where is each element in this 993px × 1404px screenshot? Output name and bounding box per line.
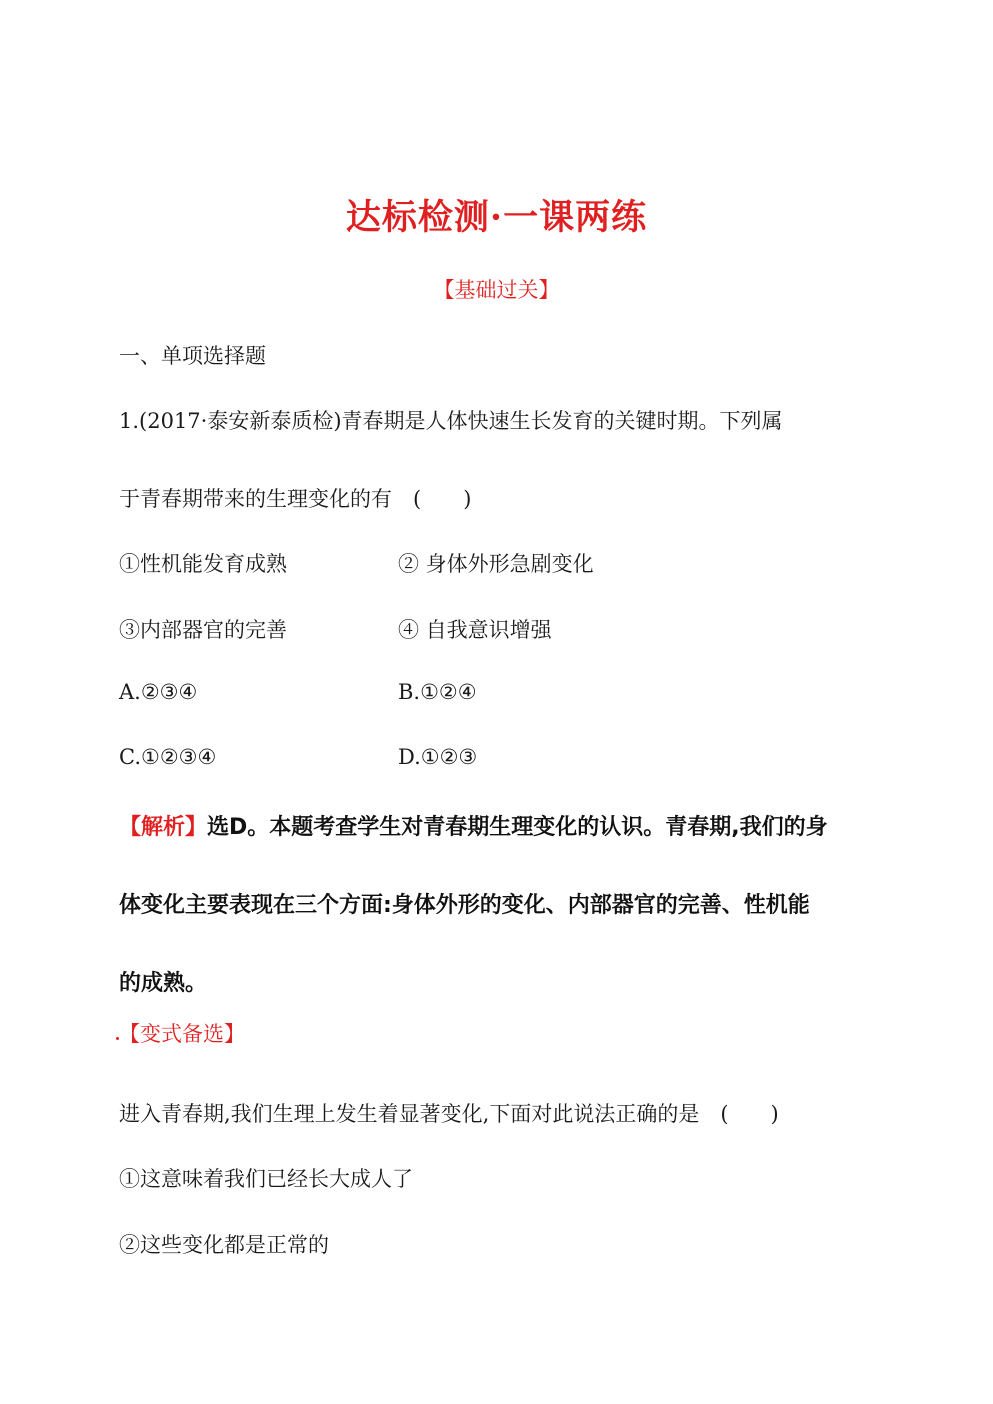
question1-item-4: ④ 自我意识增强: [398, 618, 552, 642]
question1-line2: 于青春期带来的生理变化的有 ( ): [119, 487, 472, 511]
variant-item-2: ②这些变化都是正常的: [119, 1233, 329, 1257]
analysis-line3: 的成熟。: [119, 971, 208, 996]
analysis-label: 【解析】: [119, 815, 208, 840]
variant-label: 【变式备选】: [119, 1022, 245, 1046]
variant-item-1: ①这意味着我们已经长大成人了: [119, 1167, 413, 1191]
question1-line1: 1.(2017·泰安新泰质检)青春期是人体快速生长发育的关键时期。下列属: [119, 409, 783, 433]
analysis-line1: [119, 810, 828, 841]
page-title: 达标检测·一课两练: [345, 197, 648, 238]
analysis-text-1: 选D。本题考查学生对青春期生理变化的认识。青春期,我们的身: [207, 815, 828, 840]
variant-question-stem: 进入青春期,我们生理上发生着显著变化,下面对此说法正确的是 ( ): [119, 1102, 779, 1126]
option-a: A.②③④: [119, 680, 198, 704]
option-c: C.①②③④: [119, 745, 217, 769]
section-basic-label: 【基础过关】: [433, 278, 560, 302]
analysis-line2: 体变化主要表现在三个方面:身体外形的变化、内部器官的完善、性机能: [119, 893, 810, 918]
option-b: B.①②④: [398, 680, 477, 704]
question1-item-2: ② 身体外形急剧变化: [398, 552, 594, 576]
part-heading: 一、单项选择题: [119, 344, 266, 368]
option-d: D.①②③: [398, 745, 478, 769]
question1-item-1: ①性机能发育成熟: [119, 552, 287, 576]
question1-item-3: ③内部器官的完善: [119, 618, 287, 642]
